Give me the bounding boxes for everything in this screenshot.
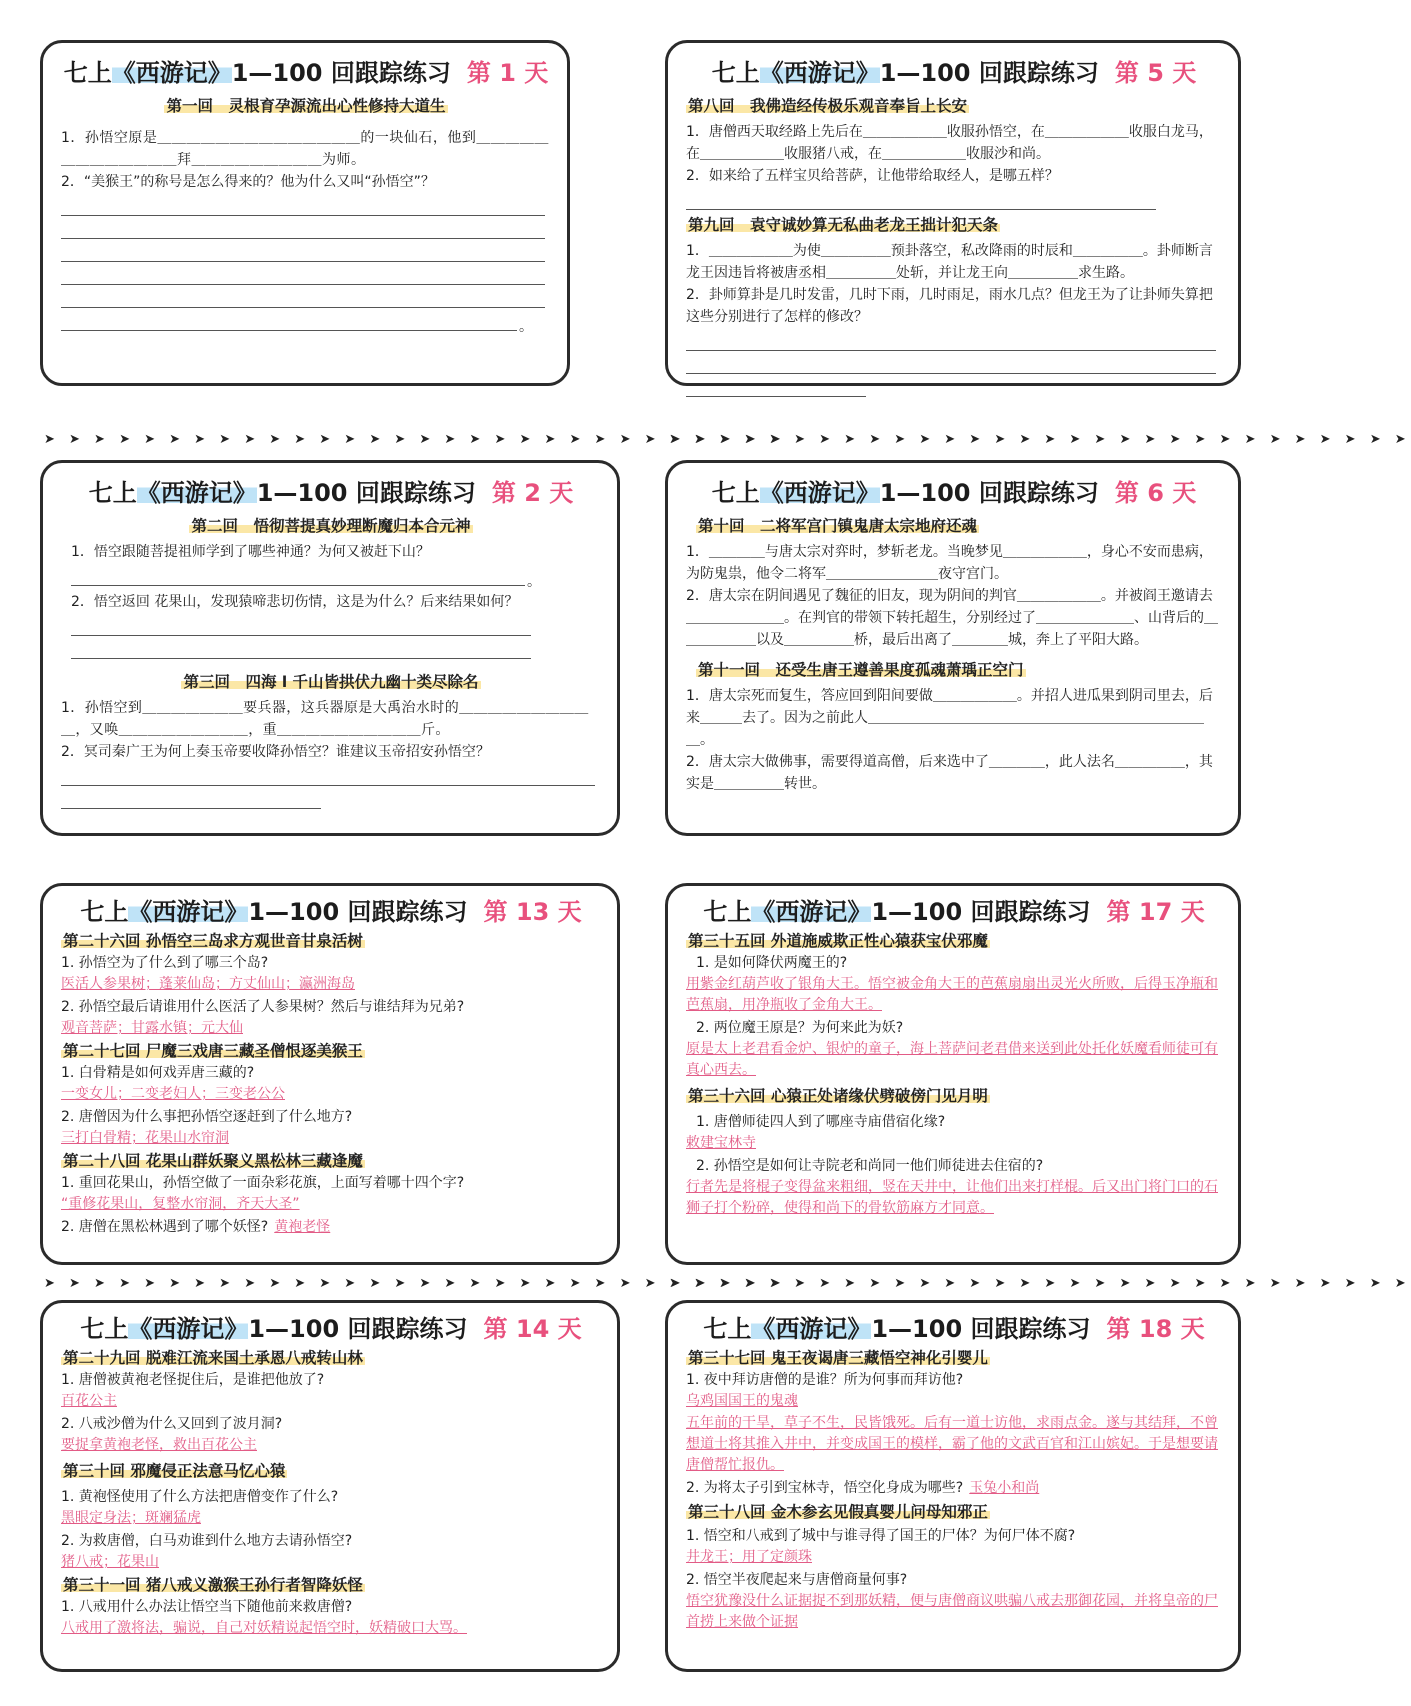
card-day-5 <box>665 40 1241 386</box>
chapter-title: 第三十五回 外道施威欺正性心猿获宝伏邪魔 <box>688 932 988 950</box>
question: 1. 黄袍怪使用了什么方法把唐僧变作了什么? <box>61 1489 339 1505</box>
question: 2. 为将太子引到宝林寺，悟空化身成为哪些? 玉兔小和尚 <box>686 1480 1040 1496</box>
answer: 行者先是将棍子变得盆来粗细，竖在天井中，让他们出来打样棍。后又出门将门口的石狮子打个粉碎，使得和尚下的骨软筋麻方才同意。 <box>686 1179 1218 1216</box>
card-header <box>686 477 1222 509</box>
chapter-title: 第三十一回 猪八戒义激猴王孙行者智降妖怪 <box>63 1576 363 1594</box>
chapter-title: 第八回 我佛造经传极乐观音奉旨上长安 <box>688 97 968 115</box>
answer: 用紫金红葫芦收了银角大王。悟空被金角大王的芭蕉扇扇出灵光火所败，后得玉净瓶和芭蕉扇，用净瓶收了金角大王。 <box>686 976 1218 1013</box>
answer-line <box>686 328 1216 351</box>
question: 2．冥司秦广王为何上奏玉帝要收降孙悟空？谁建议玉帝招安孙悟空？ <box>61 744 490 760</box>
end-mark: 。 <box>519 319 533 335</box>
question: 1．＿＿＿＿＿＿为使＿＿＿＿＿预卦落空，私改降雨的时辰和＿＿＿＿＿。卦师断言龙王因违旨将被唐丞相＿＿＿＿＿处斩，并让龙王向＿＿＿＿＿求生路。 <box>686 243 1213 281</box>
answer: 黑眼定身法；斑斓猛虎 <box>61 1510 201 1526</box>
answer: “重修花果山，复整水帘洞，齐天大圣” <box>61 1196 300 1212</box>
answer: 要捉拿黄袍老怪，救出百花公主 <box>61 1437 257 1453</box>
card-title: 七上《西游记》1—100 回跟踪练习 <box>80 1315 468 1343</box>
day-label: 第 18 天 <box>1106 1315 1205 1343</box>
chapter-title: 第三十六回 心猿正处诸缘伏劈破傍门见月明 <box>688 1087 988 1105</box>
chapter-title: 第二十六回 孙悟空三岛求方观世音甘泉活树 <box>63 932 363 950</box>
chapter-title: 第二十八回 花果山群妖聚义黑松林三藏逢魔 <box>63 1152 363 1170</box>
chapter-title: 第十回 二将军宫门镇鬼唐太宗地府还魂 <box>698 517 978 535</box>
question: 2．唐太宗在阴间遇见了魏征的旧友，现为阴间的判官＿＿＿＿＿＿。并被阎王邀请去＿＿＿＿＿＿＿。在判官的带领下转托超生，分别经过了＿＿＿＿＿＿＿、山背后的＿＿＿＿＿＿以及＿＿＿＿＿桥，最后出离了＿＿＿＿城，奔上了平阳大路。 <box>686 588 1218 648</box>
card-header <box>686 1313 1222 1345</box>
question: 1．悟空跟随菩提祖师学到了哪些神通？为何又被赶下山？ <box>71 544 430 560</box>
question: 2. 八戒沙僧为什么又回到了波月洞? <box>61 1416 283 1432</box>
question: 1. 是如何降伏两魔王的? <box>696 955 848 971</box>
card-title: 七上《西游记》1—100 回跟踪练习 <box>711 59 1099 87</box>
question: 2. 孙悟空最后请谁用什么医活了人参果树？然后与谁结拜为兄弟? <box>61 999 465 1015</box>
day-label: 第 14 天 <box>483 1315 582 1343</box>
card-title: 七上《西游记》1—100 回跟踪练习 <box>703 898 1091 926</box>
card-title: 七上《西游记》1—100 回跟踪练习 <box>63 59 451 87</box>
question: 2. 两位魔王原是？为何来此为妖? <box>696 1020 904 1036</box>
card-day-1 <box>40 40 570 386</box>
chapter-title: 第一回 灵根育孕源流出心性修持大道生 <box>166 97 446 115</box>
card-header <box>686 896 1222 928</box>
question: 2. 为救唐僧，白马劝谁到什么地方去请孙悟空? <box>61 1533 353 1549</box>
chapter-title: 第二十七回 尸魔三戏唐三藏圣僧恨逐美猴王 <box>63 1042 363 1060</box>
question: 1．唐太宗死而复生，答应回到阳间要做＿＿＿＿＿＿。并招人进瓜果到阴司里去，后来＿＿＿去了。因为之前此人＿＿＿＿＿＿＿＿＿＿＿＿＿＿＿＿＿＿＿＿＿＿＿＿＿。 <box>686 688 1213 748</box>
card-header <box>61 1313 601 1345</box>
chapter-title: 第三十七回 鬼王夜谒唐三藏悟空神化引婴儿 <box>688 1349 988 1367</box>
answer-line <box>61 786 321 809</box>
answer-line <box>686 351 1216 374</box>
answer: 医活人参果树；蓬莱仙岛；方丈仙山；瀛洲海岛 <box>61 976 355 992</box>
answer-line <box>61 193 545 216</box>
answer: 五年前的干旱，草子不生，民皆饿死。后有一道士访他，求雨点金。遂与其结拜，不曾想道士将其推入井中，并变成国王的模样，霸了他的文武百官和江山嫔妃。于是想要请唐僧帮忙报仇。 <box>686 1415 1218 1473</box>
answer: 黄袍老怪 <box>274 1219 331 1235</box>
question: 2. 悟空半夜爬起来与唐僧商量何事? <box>686 1572 908 1588</box>
answer-line <box>61 262 545 285</box>
card-title: 七上《西游记》1—100 回跟踪练习 <box>711 479 1099 507</box>
book-name: 《西游记》 <box>111 59 232 87</box>
answer: 八戒用了激将法，骗说，自己对妖精说起悟空时，妖精破口大骂。 <box>61 1620 467 1636</box>
card-header <box>61 896 601 928</box>
answer-line <box>71 636 531 659</box>
day-label: 第 5 天 <box>1114 59 1197 87</box>
card-day-6 <box>665 460 1241 836</box>
chapter-title: 第十一回 还受生唐王遵善果度孤魂萧瑀正空门 <box>698 661 1024 679</box>
chapter-title: 第三十回 邪魔侵正法意马忆心猿 <box>63 1462 286 1480</box>
chapter-title: 第二十九回 脱难江流来国土承恩八戒转山林 <box>63 1349 363 1367</box>
answer-line <box>686 374 866 397</box>
answer: 悟空犹豫没什么证据捉不到那妖精，便与唐僧商议哄骗八戒去那御花园，并将皇帝的尸首捞上来做个证据 <box>686 1593 1218 1630</box>
card-day-17 <box>665 883 1241 1265</box>
question: 2．唐太宗大做佛事，需要得道高僧，后来选中了＿＿＿＿，此人法名＿＿＿＿＿，其实是＿＿＿＿＿转世。 <box>686 754 1213 792</box>
answer-line <box>61 763 595 786</box>
card-day-13 <box>40 883 620 1265</box>
day-label: 第 13 天 <box>483 898 582 926</box>
question: 2. 孙悟空是如何让寺院老和尚同一他们师徒进去住宿的? <box>696 1158 1044 1174</box>
card-title: 七上《西游记》1—100 回跟踪练习 <box>80 898 468 926</box>
day-label: 第 1 天 <box>466 59 549 87</box>
question: 2. 唐僧在黑松林遇到了哪个妖怪? 黄袍老怪 <box>61 1219 331 1235</box>
answer-line <box>686 187 1156 210</box>
answer-line <box>71 613 531 636</box>
card-day-18 <box>665 1300 1241 1672</box>
card-header <box>61 477 601 509</box>
question: 2．悟空返回 花果山，发现猿啼悲切伤情，这是为什么？后来结果如何？ <box>71 594 519 610</box>
chapter-title: 第三十八回 金木参玄见假真婴儿问母知邪正 <box>688 1503 988 1521</box>
question: 1．孙悟空到＿＿＿＿＿＿＿要兵器，这兵器原是大禹治水时的＿＿＿＿＿＿＿＿＿＿，又唤＿＿＿＿＿＿＿＿＿，重＿＿＿＿＿＿＿＿＿＿斤。 <box>61 700 589 738</box>
answer-line <box>71 563 525 586</box>
answer: 乌鸡国国王的鬼魂 <box>686 1393 798 1409</box>
divider-arrows: ➤ ➤ ➤ ➤ ➤ ➤ ➤ ➤ ➤ ➤ ➤ ➤ ➤ ➤ ➤ ➤ ➤ ➤ ➤ ➤ ➤ ➤ ➤ ➤ ➤ ➤ ➤ ➤ ➤ ➤ <box>669 1276 1411 1291</box>
divider-arrows: ➤ ➤ ➤ ➤ ➤ ➤ ➤ ➤ ➤ ➤ ➤ ➤ ➤ ➤ ➤ ➤ ➤ ➤ ➤ ➤ ➤ ➤ ➤ ➤ ➤ ➤ ➤ ➤ ➤ ➤ <box>44 1276 786 1291</box>
answer: 原是太上老君看金炉、银炉的童子，海上菩萨问老君借来送到此处托化妖魔看师徒可有真心西去。 <box>686 1041 1218 1078</box>
answer: 井龙王；用了定颜珠 <box>686 1549 812 1565</box>
question: 2. 唐僧因为什么事把孙悟空逐赶到了什么地方? <box>61 1109 353 1125</box>
answer-line <box>61 285 545 308</box>
answer: 百花公主 <box>61 1393 117 1409</box>
card-header <box>61 57 551 89</box>
question: 2．如来给了五样宝贝给菩萨，让他带给取经人，是哪五样？ <box>686 168 1059 184</box>
card-title: 七上《西游记》1—100 回跟踪练习 <box>703 1315 1091 1343</box>
question: 1. 孙悟空为了什么到了哪三个岛? <box>61 955 269 971</box>
card-day-14 <box>40 1300 620 1672</box>
card-title: 七上《西游记》1—100 回跟踪练习 <box>88 479 476 507</box>
day-label: 第 2 天 <box>491 479 574 507</box>
chapter-title: 第三回 四海 l 千山皆拱伏九幽十类尽除名 <box>183 673 479 691</box>
question: 2．卦师算卦是几时发雷，几时下雨，几时雨足，雨水几点？但龙王为了让卦师失算把这些分别进行了怎样的修改？ <box>686 287 1213 325</box>
answer: 观音菩萨；甘露水镇；元大仙 <box>61 1020 243 1036</box>
question: 1．孙悟空原是＿＿＿＿＿＿＿＿＿＿＿＿＿＿的一块仙石，他到＿＿＿＿＿＿＿＿＿＿＿＿＿拜＿＿＿＿＿＿＿＿＿为师。 <box>61 130 549 168</box>
divider-arrows: ➤ ➤ ➤ ➤ ➤ ➤ ➤ ➤ ➤ ➤ ➤ ➤ ➤ ➤ ➤ ➤ ➤ ➤ ➤ ➤ ➤ ➤ ➤ ➤ ➤ ➤ ➤ ➤ ➤ ➤ <box>44 432 786 447</box>
question: 2．“美猴王”的称号是怎么得来的？他为什么又叫“孙悟空”？ <box>61 174 435 190</box>
question: 1．唐僧西天取经路上先后在＿＿＿＿＿＿收服孙悟空，在＿＿＿＿＿＿收服白龙马，在＿＿＿＿＿＿收服猪八戒，在＿＿＿＿＿＿收服沙和尚。 <box>686 124 1213 162</box>
question: 1. 唐僧被黄袍老怪捉住后，是谁把他放了? <box>61 1372 325 1388</box>
end-mark: 。 <box>527 574 541 590</box>
answer: 敕建宝林寺 <box>686 1135 756 1151</box>
question: 1. 悟空和八戒到了城中与谁寻得了国王的尸体？为何尸体不腐? <box>686 1528 1076 1544</box>
answer-line <box>61 216 545 239</box>
question: 1. 重回花果山，孙悟空做了一面杂彩花旗，上面写着哪十四个字? <box>61 1175 465 1191</box>
answer: 玉兔小和尚 <box>969 1480 1040 1496</box>
card-day-2 <box>40 460 620 836</box>
question: 1. 白骨精是如何戏弄唐三藏的? <box>61 1065 255 1081</box>
divider-arrows: ➤ ➤ ➤ ➤ ➤ ➤ ➤ ➤ ➤ ➤ ➤ ➤ ➤ ➤ ➤ ➤ ➤ ➤ ➤ ➤ ➤ ➤ ➤ ➤ ➤ ➤ ➤ ➤ ➤ ➤ <box>669 432 1411 447</box>
question: 1. 夜中拜访唐僧的是谁？所为何事而拜访他? <box>686 1372 964 1388</box>
question: 1. 唐僧师徒四人到了哪座寺庙借宿化缘? <box>696 1114 946 1130</box>
answer-line <box>61 308 517 331</box>
answer-line <box>61 239 545 262</box>
answer: 一变女儿；二变老妇人；三变老公公 <box>61 1086 285 1102</box>
question: 1．＿＿＿＿与唐太宗对弈时，梦斩老龙。当晚梦见＿＿＿＿＿＿，身心不安而患病，为防鬼祟，他令二将军＿＿＿＿＿＿＿＿夜守宫门。 <box>686 544 1213 582</box>
day-label: 第 6 天 <box>1114 479 1197 507</box>
day-label: 第 17 天 <box>1106 898 1205 926</box>
card-header <box>686 57 1222 89</box>
question: 1. 八戒用什么办法让悟空当下随他前来救唐僧? <box>61 1599 353 1615</box>
answer: 三打白骨精；花果山水帘洞 <box>61 1130 229 1146</box>
answer: 猪八戒；花果山 <box>61 1554 159 1570</box>
chapter-title: 第九回 袁守诚妙算无私曲老龙王拙计犯天条 <box>688 216 999 234</box>
chapter-title: 第二回 悟彻菩提真妙理断魔归本合元神 <box>191 517 471 535</box>
